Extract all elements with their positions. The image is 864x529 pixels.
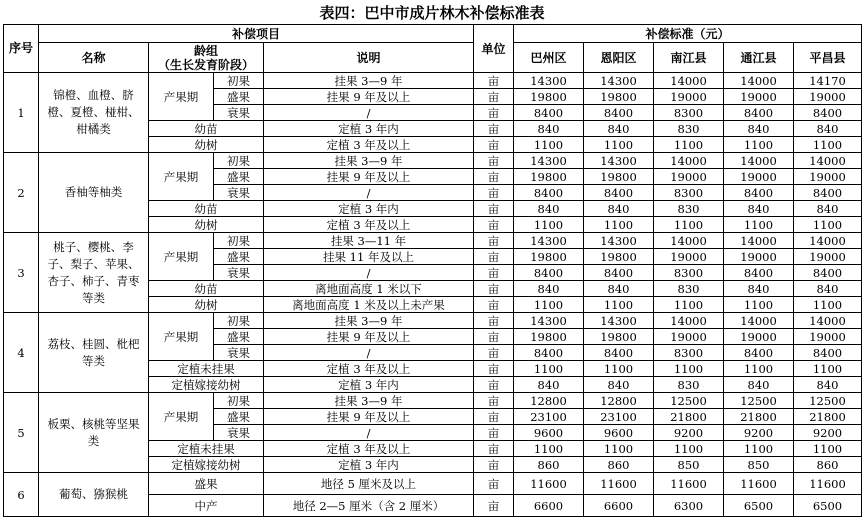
value-cell: 14000 [724,233,794,249]
stage-cell: 幼树 [149,137,264,153]
value-cell: 12500 [654,393,724,409]
unit-cell: 亩 [474,473,514,495]
value-cell: 11600 [654,473,724,495]
value-cell: 19000 [794,249,862,265]
value-cell: 14170 [794,73,862,89]
header-seq: 序号 [4,25,39,73]
value-cell: 14300 [584,153,654,169]
value-cell: 1100 [724,441,794,457]
unit-cell: 亩 [474,281,514,297]
value-cell: 9200 [794,425,862,441]
header-desc: 说明 [264,43,474,73]
value-cell: 840 [584,121,654,137]
value-cell: 840 [794,201,862,217]
value-cell: 8400 [514,185,584,201]
seq-cell: 5 [4,393,39,473]
unit-cell: 亩 [474,409,514,425]
value-cell: 8300 [654,185,724,201]
value-cell: 1100 [514,217,584,233]
desc-cell: 挂果 9 年及以上 [264,329,474,345]
value-cell: 840 [514,281,584,297]
stage-cell: 中产 [149,495,264,517]
value-cell: 8400 [724,105,794,121]
stage-cell: 盛果 [214,329,264,345]
stage-cell: 幼树 [149,217,264,233]
value-cell: 830 [654,377,724,393]
desc-cell: 定植 3 年及以上 [264,441,474,457]
value-cell: 14000 [654,153,724,169]
stage-cell: 幼苗 [149,121,264,137]
value-cell: 1100 [724,137,794,153]
desc-cell: 定植 3 年内 [264,121,474,137]
category-name-cell: 香柚等柚类 [39,153,149,233]
desc-cell: 挂果 3—11 年 [264,233,474,249]
value-cell: 14000 [794,153,862,169]
value-cell: 19800 [514,249,584,265]
value-cell: 840 [584,281,654,297]
value-cell: 850 [654,457,724,473]
value-cell: 14000 [724,313,794,329]
desc-cell: 挂果 9 年及以上 [264,409,474,425]
value-cell: 1100 [654,297,724,313]
value-cell: 840 [724,201,794,217]
value-cell: 14300 [584,313,654,329]
value-cell: 21800 [724,409,794,425]
unit-cell: 亩 [474,313,514,329]
stage-cell: 初果 [214,73,264,89]
value-cell: 19000 [654,89,724,105]
value-cell: 14000 [654,233,724,249]
stage-cell: 盛果 [149,473,264,495]
desc-cell: 挂果 3—9 年 [264,313,474,329]
category-name-cell: 荔枝、桂圆、枇杷等类 [39,313,149,393]
value-cell: 19000 [794,89,862,105]
stage-cell: 衰果 [214,185,264,201]
value-cell: 23100 [584,409,654,425]
stage-cell: 定植嫁接幼树 [149,457,264,473]
value-cell: 12800 [584,393,654,409]
value-cell: 9600 [584,425,654,441]
value-cell: 19800 [584,329,654,345]
desc-cell: 挂果 9 年及以上 [264,89,474,105]
header-items: 补偿项目 [39,25,474,43]
value-cell: 840 [724,121,794,137]
value-cell: 14300 [514,233,584,249]
value-cell: 8400 [584,105,654,121]
table-title: 表四：巴中市成片林木补偿标准表 [319,4,545,22]
value-cell: 8300 [654,345,724,361]
value-cell: 6300 [654,495,724,517]
value-cell: 21800 [654,409,724,425]
value-cell: 850 [724,457,794,473]
value-cell: 14300 [514,73,584,89]
value-cell: 8400 [514,345,584,361]
value-cell: 840 [584,377,654,393]
stage-cell: 盛果 [214,89,264,105]
unit-cell: 亩 [474,105,514,121]
table-row [4,153,862,169]
value-cell: 1100 [584,137,654,153]
stage-cell: 盛果 [214,169,264,185]
value-cell: 840 [724,281,794,297]
value-cell: 19000 [724,249,794,265]
category-name-cell: 桃子、樱桃、李子、梨子、苹果、杏子、柿子、青枣等类 [39,233,149,313]
value-cell: 14000 [654,313,724,329]
unit-cell: 亩 [474,201,514,217]
value-cell: 1100 [654,361,724,377]
value-cell: 860 [514,457,584,473]
category-name-cell: 葡萄、猕猴桃 [39,473,149,517]
value-cell: 19800 [514,329,584,345]
desc-cell: / [264,265,474,281]
value-cell: 1100 [654,217,724,233]
value-cell: 1100 [584,217,654,233]
value-cell: 840 [514,201,584,217]
value-cell: 9200 [654,425,724,441]
value-cell: 19800 [514,169,584,185]
value-cell: 19000 [724,89,794,105]
value-cell: 1100 [794,361,862,377]
value-cell: 21800 [794,409,862,425]
value-cell: 1100 [794,297,862,313]
unit-cell: 亩 [474,393,514,409]
value-cell: 8400 [584,185,654,201]
value-cell: 8400 [724,265,794,281]
value-cell: 19000 [724,169,794,185]
value-cell: 14300 [514,153,584,169]
value-cell: 9200 [724,425,794,441]
unit-cell: 亩 [474,121,514,137]
value-cell: 19000 [724,329,794,345]
value-cell: 8400 [794,345,862,361]
header-district: 恩阳区 [584,43,654,73]
desc-cell: / [264,425,474,441]
compensation-table [3,24,862,517]
unit-cell: 亩 [474,249,514,265]
desc-cell: / [264,345,474,361]
value-cell: 6500 [794,495,862,517]
desc-cell: 挂果 3—9 年 [264,393,474,409]
value-cell: 1100 [794,137,862,153]
value-cell: 1100 [654,137,724,153]
value-cell: 840 [584,201,654,217]
unit-cell: 亩 [474,457,514,473]
unit-cell: 亩 [474,265,514,281]
value-cell: 1100 [794,217,862,233]
value-cell: 1100 [514,361,584,377]
stage-cell: 盛果 [214,249,264,265]
desc-cell: 定植 3 年内 [264,457,474,473]
value-cell: 14000 [794,313,862,329]
value-cell: 1100 [724,361,794,377]
value-cell: 8400 [514,105,584,121]
header-name: 名称 [39,43,149,73]
value-cell: 8400 [514,265,584,281]
unit-cell: 亩 [474,297,514,313]
value-cell: 14000 [724,73,794,89]
value-cell: 840 [794,281,862,297]
value-cell: 830 [654,201,724,217]
seq-cell: 3 [4,233,39,313]
stage-cell: 衰果 [214,105,264,121]
header-unit: 单位 [474,25,514,73]
value-cell: 19800 [584,169,654,185]
value-cell: 1100 [514,137,584,153]
value-cell: 12500 [794,393,862,409]
value-cell: 19000 [654,249,724,265]
stage-cell: 衰果 [214,345,264,361]
value-cell: 14000 [654,73,724,89]
unit-cell: 亩 [474,153,514,169]
unit-cell: 亩 [474,185,514,201]
desc-cell: 定植 3 年内 [264,377,474,393]
value-cell: 1100 [514,297,584,313]
header-district: 通江县 [724,43,794,73]
stage-cell: 初果 [214,313,264,329]
value-cell: 23100 [514,409,584,425]
stage-cell: 衰果 [214,265,264,281]
value-cell: 1100 [724,217,794,233]
unit-cell: 亩 [474,73,514,89]
value-cell: 1100 [584,297,654,313]
desc-cell: 定植 3 年内 [264,201,474,217]
value-cell: 8400 [724,345,794,361]
stage-cell: 定植嫁接幼树 [149,377,264,393]
stage-cell: 幼苗 [149,281,264,297]
value-cell: 1100 [654,441,724,457]
header-district: 平昌县 [794,43,862,73]
value-cell: 6600 [514,495,584,517]
stage-cell: 盛果 [214,409,264,425]
category-name-cell: 锦橙、血橙、脐橙、夏橙、椪柑、柑橘类 [39,73,149,153]
unit-cell: 亩 [474,137,514,153]
value-cell: 11600 [514,473,584,495]
value-cell: 8400 [794,185,862,201]
unit-cell: 亩 [474,217,514,233]
table-row [4,313,862,329]
unit-cell: 亩 [474,169,514,185]
value-cell: 8400 [584,345,654,361]
value-cell: 12500 [724,393,794,409]
unit-cell: 亩 [474,89,514,105]
value-cell: 1100 [724,297,794,313]
stage-cell: 定植未挂果 [149,361,264,377]
period-cell: 产果期 [149,233,214,281]
unit-cell: 亩 [474,233,514,249]
value-cell: 19800 [514,89,584,105]
value-cell: 8300 [654,265,724,281]
value-cell: 860 [584,457,654,473]
value-cell: 11600 [794,473,862,495]
value-cell: 830 [654,121,724,137]
value-cell: 840 [514,121,584,137]
period-cell: 产果期 [149,73,214,121]
stage-cell: 初果 [214,233,264,249]
value-cell: 12800 [514,393,584,409]
desc-cell: 定植 3 年及以上 [264,361,474,377]
desc-cell: / [264,185,474,201]
desc-cell: 定植 3 年及以上 [264,217,474,233]
seq-cell: 6 [4,473,39,517]
table-row [4,473,862,495]
seq-cell: 4 [4,313,39,393]
value-cell: 6500 [724,495,794,517]
table-row [4,73,862,89]
desc-cell: 地径 2—5 厘米（含 2 厘米） [264,495,474,517]
value-cell: 1100 [584,361,654,377]
stage-cell: 幼苗 [149,201,264,217]
value-cell: 8400 [794,265,862,281]
header-district: 巴州区 [514,43,584,73]
desc-cell: 定植 3 年及以上 [264,137,474,153]
value-cell: 8300 [654,105,724,121]
value-cell: 830 [654,281,724,297]
desc-cell: 挂果 9 年及以上 [264,169,474,185]
stage-cell: 定植未挂果 [149,441,264,457]
value-cell: 9600 [514,425,584,441]
value-cell: 11600 [584,473,654,495]
value-cell: 840 [794,121,862,137]
table-row [4,233,862,249]
desc-cell: 离地面高度 1 米及以上未产果 [264,297,474,313]
unit-cell: 亩 [474,425,514,441]
value-cell: 14300 [514,313,584,329]
desc-cell: 地径 5 厘米及以上 [264,473,474,495]
stage-cell: 初果 [214,393,264,409]
value-cell: 840 [794,377,862,393]
value-cell: 8400 [794,105,862,121]
value-cell: 8400 [584,265,654,281]
unit-cell: 亩 [474,377,514,393]
desc-cell: / [264,105,474,121]
value-cell: 19000 [794,329,862,345]
value-cell: 860 [794,457,862,473]
value-cell: 14000 [794,233,862,249]
desc-cell: 挂果 11 年及以上 [264,249,474,265]
stage-cell: 幼树 [149,297,264,313]
header-district: 南江县 [654,43,724,73]
period-cell: 产果期 [149,313,214,361]
value-cell: 14300 [584,73,654,89]
value-cell: 14000 [724,153,794,169]
desc-cell: 挂果 3—9 年 [264,73,474,89]
value-cell: 8400 [724,185,794,201]
value-cell: 19000 [794,169,862,185]
value-cell: 1100 [794,441,862,457]
value-cell: 1100 [584,441,654,457]
unit-cell: 亩 [474,345,514,361]
value-cell: 840 [514,377,584,393]
seq-cell: 1 [4,73,39,153]
unit-cell: 亩 [474,361,514,377]
value-cell: 19800 [584,249,654,265]
table-row [4,393,862,409]
seq-cell: 2 [4,153,39,233]
value-cell: 19000 [654,169,724,185]
value-cell: 14300 [584,233,654,249]
value-cell: 6600 [584,495,654,517]
header-age-group: 龄组 （生长发育阶段） [149,43,264,73]
stage-cell: 衰果 [214,425,264,441]
desc-cell: 离地面高度 1 米以下 [264,281,474,297]
value-cell: 19800 [584,89,654,105]
value-cell: 840 [724,377,794,393]
category-name-cell: 板栗、核桃等坚果类 [39,393,149,473]
table-body [4,73,862,517]
unit-cell: 亩 [474,441,514,457]
value-cell: 19000 [654,329,724,345]
value-cell: 11600 [724,473,794,495]
value-cell: 1100 [514,441,584,457]
unit-cell: 亩 [474,329,514,345]
header-standard: 补偿标准（元） [514,25,862,43]
period-cell: 产果期 [149,393,214,441]
desc-cell: 挂果 3—9 年 [264,153,474,169]
period-cell: 产果期 [149,153,214,201]
unit-cell: 亩 [474,495,514,517]
stage-cell: 初果 [214,153,264,169]
